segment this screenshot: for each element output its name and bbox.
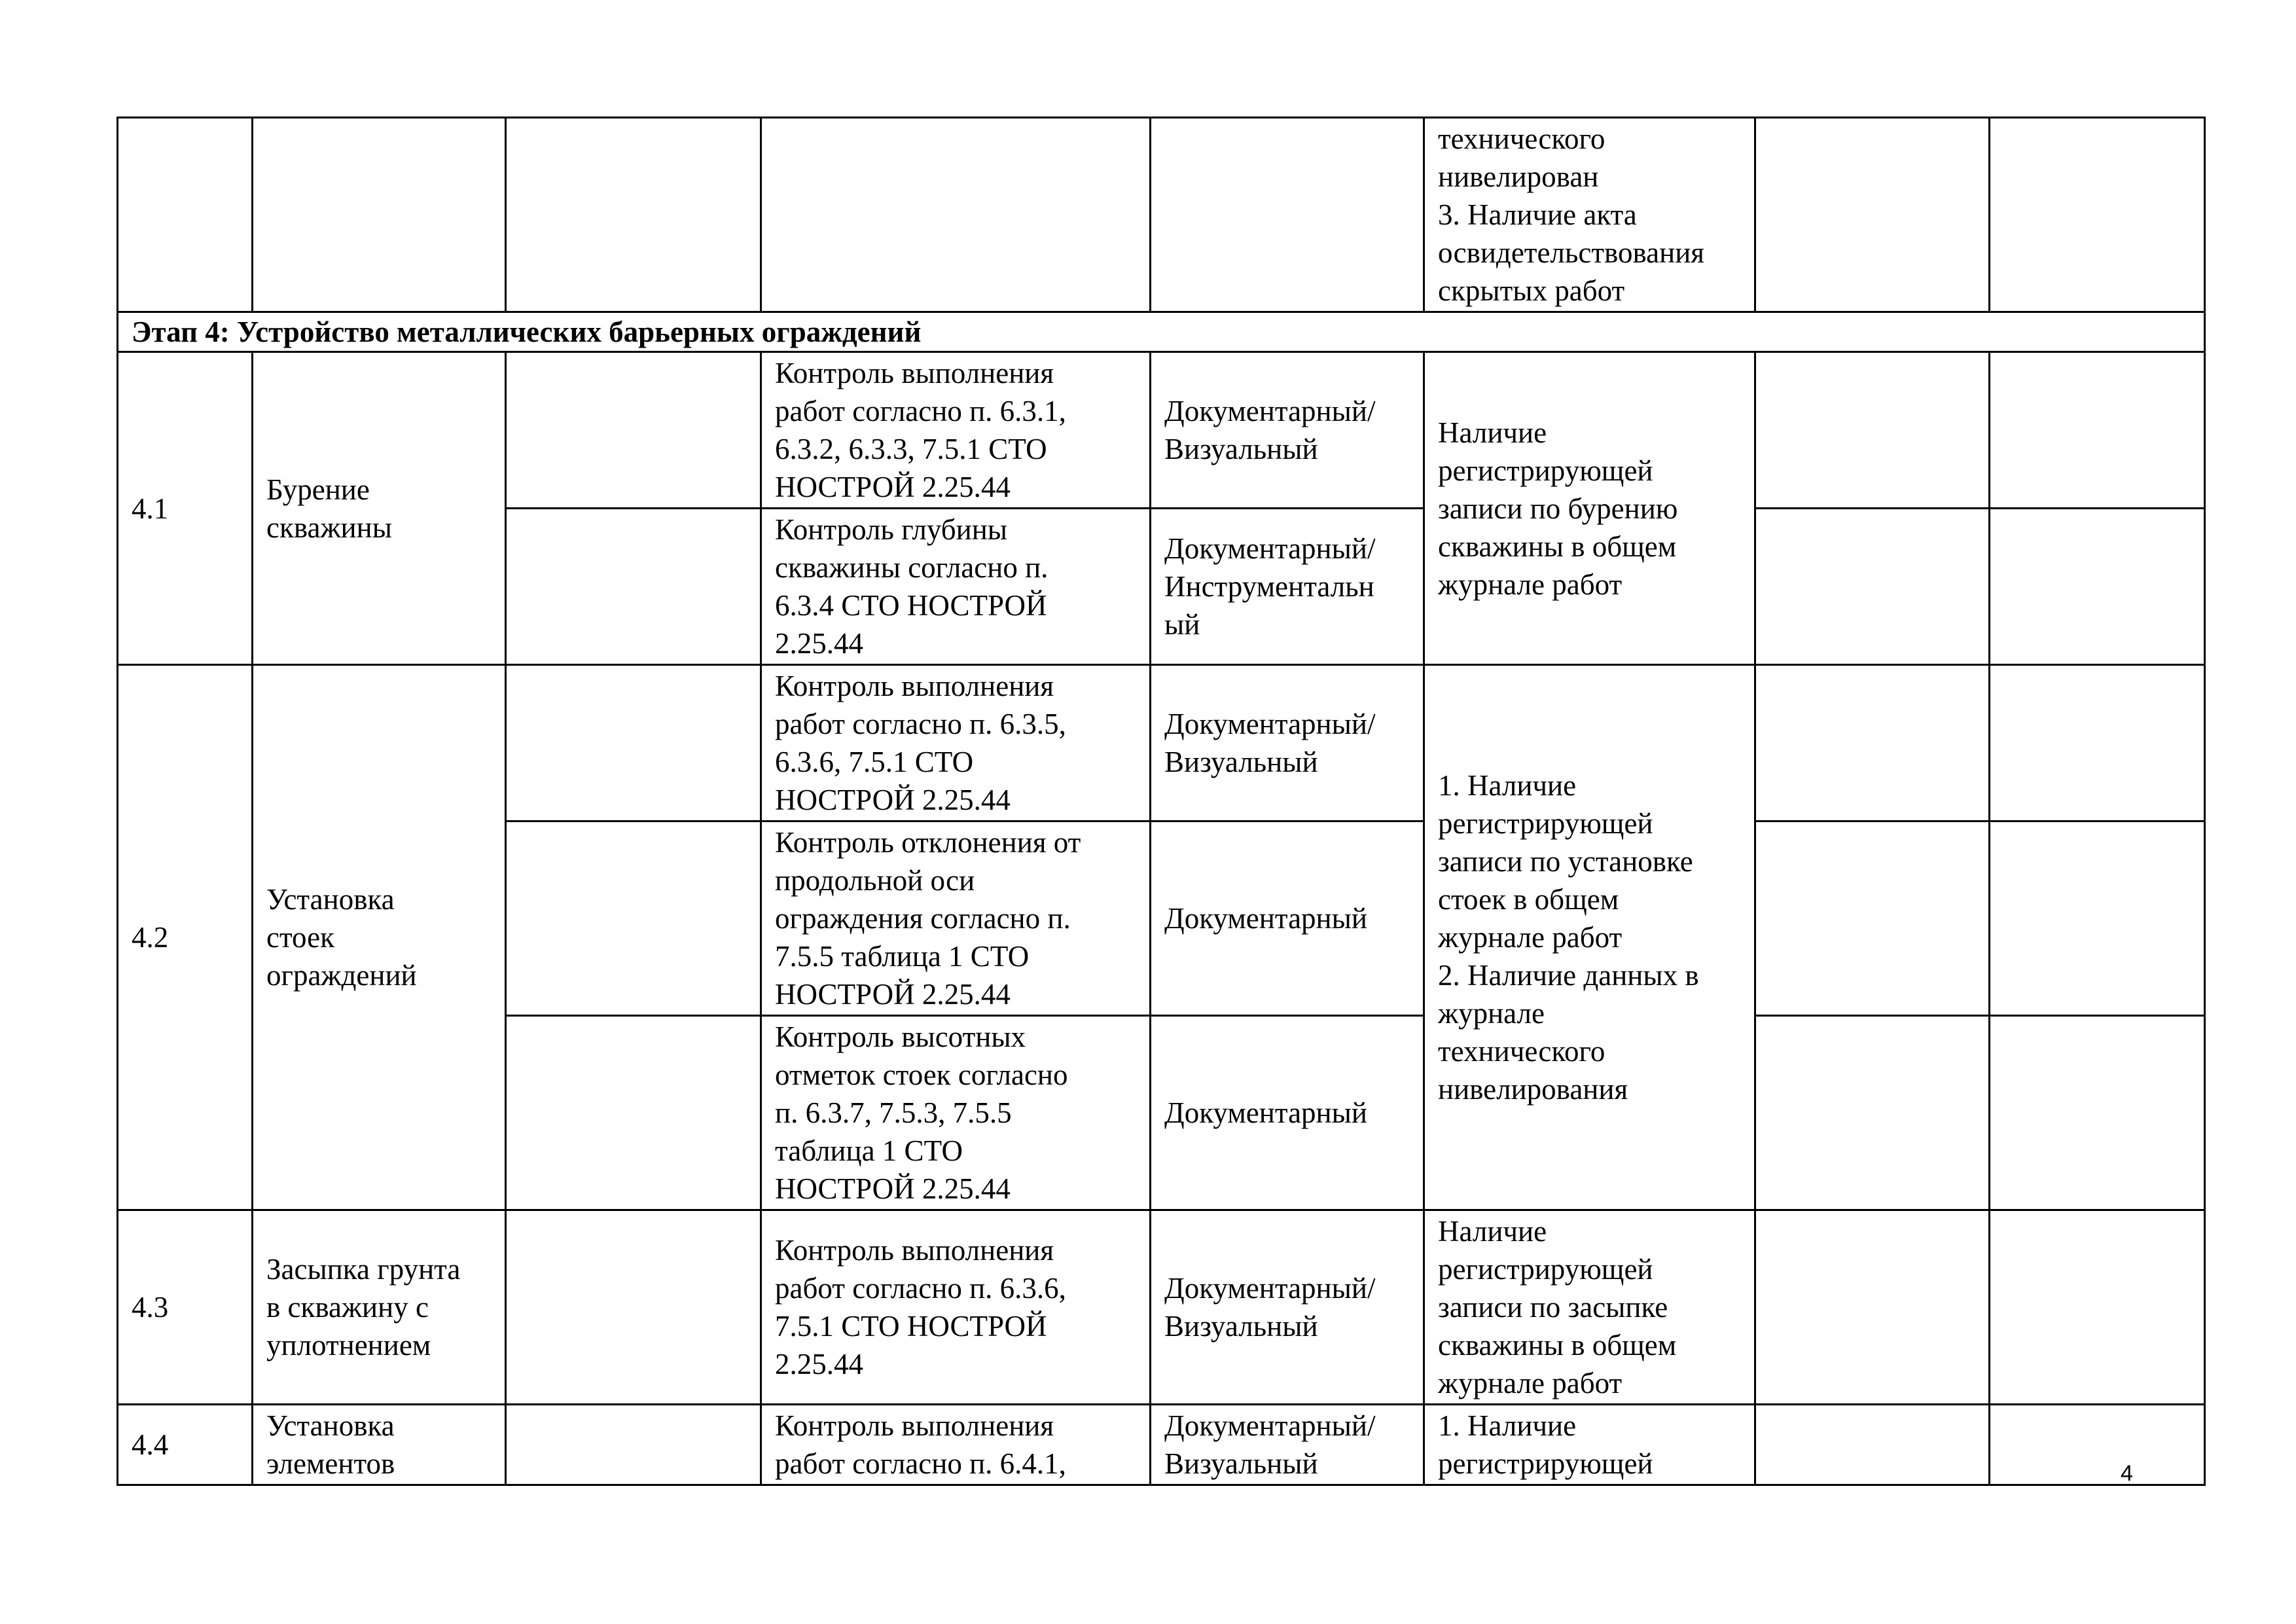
text-line: нивелирован bbox=[1438, 160, 1599, 193]
control-content bbox=[761, 1016, 1151, 1210]
text-line: нивелирования bbox=[1438, 1073, 1628, 1106]
text-line: НОСТРОЙ 2.25.44 bbox=[775, 1172, 1011, 1205]
text-line: 6.3.4 СТО НОСТРОЙ bbox=[775, 589, 1047, 622]
table-cell bbox=[1990, 821, 2205, 1016]
text-line: Бурение bbox=[266, 473, 370, 506]
text-line: Визуальный bbox=[1164, 746, 1318, 778]
text-line: уплотнением bbox=[266, 1329, 431, 1362]
control-method bbox=[1151, 665, 1424, 821]
text-line: скважины согласно п. bbox=[775, 551, 1049, 584]
text-line: журнале работ bbox=[1438, 1367, 1623, 1399]
result-cell bbox=[1424, 1405, 1755, 1485]
table-cell bbox=[1990, 1210, 2205, 1405]
text-line: продольной оси bbox=[775, 864, 975, 897]
table-cell bbox=[1755, 352, 1990, 509]
table-cell bbox=[1990, 665, 2205, 821]
text-line: Визуальный bbox=[1164, 1310, 1318, 1343]
text-line: 2.25.44 bbox=[775, 627, 863, 660]
control-method bbox=[1151, 821, 1424, 1016]
table-row bbox=[118, 1405, 2205, 1485]
item-number: 4.2 bbox=[118, 665, 253, 1210]
stage-header-row bbox=[118, 312, 2205, 352]
item-number: 4.1 bbox=[118, 352, 253, 665]
text-line: стоек в общем bbox=[1438, 883, 1619, 916]
table-cell bbox=[506, 352, 761, 509]
table-row bbox=[118, 352, 2205, 509]
text-line: 7.5.5 таблица 1 СТО bbox=[775, 940, 1030, 973]
table-cell bbox=[1151, 118, 1424, 312]
text-line: п. 6.3.7, 7.5.3, 7.5.5 bbox=[775, 1096, 1012, 1129]
control-method bbox=[1151, 352, 1424, 509]
item-number: 4.4 bbox=[118, 1405, 253, 1485]
text-line: Контроль выполнения bbox=[775, 1234, 1054, 1267]
text-line: 2. Наличие данных в bbox=[1438, 959, 1699, 992]
text-line: записи по бурению bbox=[1438, 492, 1678, 525]
table-cell bbox=[1990, 509, 2205, 665]
text-line: 6.3.2, 6.3.3, 7.5.1 СТО bbox=[775, 433, 1047, 465]
text-line: Контроль выполнения bbox=[775, 670, 1054, 702]
control-content bbox=[761, 352, 1151, 509]
text-line: Документарный bbox=[1164, 1096, 1367, 1129]
text-line: журнале bbox=[1438, 997, 1545, 1030]
text-line: элементов bbox=[266, 1447, 395, 1480]
table-cell bbox=[1990, 118, 2205, 312]
text-line: журнале работ bbox=[1438, 568, 1623, 601]
text-line: работ согласно п. 6.4.1, bbox=[775, 1447, 1066, 1480]
text-line: ограждений bbox=[266, 959, 417, 992]
text-line: записи по установке bbox=[1438, 845, 1693, 878]
text-line: Наличие bbox=[1438, 416, 1547, 449]
table-cell bbox=[1755, 821, 1990, 1016]
result-cell bbox=[1424, 1210, 1755, 1405]
table-cell bbox=[1990, 1405, 2205, 1485]
table-cell bbox=[1755, 118, 1990, 312]
control-table-page bbox=[117, 117, 2204, 1480]
table-row bbox=[118, 665, 2205, 821]
text-line: 7.5.1 СТО НОСТРОЙ bbox=[775, 1310, 1047, 1343]
text-line: НОСТРОЙ 2.25.44 bbox=[775, 978, 1011, 1011]
text-line: ый bbox=[1164, 608, 1200, 641]
text-line: Документарный/ bbox=[1164, 395, 1376, 427]
text-line: технического bbox=[1438, 1035, 1605, 1068]
text-line: 2.25.44 bbox=[775, 1348, 863, 1380]
text-line: Документарный/ bbox=[1164, 1272, 1376, 1305]
control-method bbox=[1151, 1405, 1424, 1485]
text-line: Документарный bbox=[1164, 902, 1367, 935]
text-line: работ согласно п. 6.3.6, bbox=[775, 1272, 1066, 1305]
table-cell bbox=[1990, 1016, 2205, 1210]
text-line: журнале работ bbox=[1438, 921, 1623, 954]
quality-control-table bbox=[117, 117, 2206, 1486]
item-number: 4.3 bbox=[118, 1210, 253, 1405]
text-line: скважины в общем bbox=[1438, 530, 1677, 563]
text-line: работ согласно п. 6.3.1, bbox=[775, 395, 1066, 427]
text-line: Контроль глубины bbox=[775, 513, 1008, 546]
text-line: Контроль высотных bbox=[775, 1020, 1026, 1053]
text-line: работ согласно п. 6.3.5, bbox=[775, 708, 1066, 740]
text-line: Документарный/ bbox=[1164, 708, 1376, 740]
text-line: Наличие bbox=[1438, 1215, 1547, 1248]
text-line: Инструментальн bbox=[1164, 570, 1374, 603]
table-cell bbox=[1990, 352, 2205, 509]
text-line: 1. Наличие bbox=[1438, 769, 1577, 802]
text-line: Документарный/ bbox=[1164, 1409, 1376, 1442]
table-cell bbox=[118, 118, 253, 312]
result-cell bbox=[1424, 352, 1755, 665]
text-line: Визуальный bbox=[1164, 433, 1318, 465]
table-cell bbox=[506, 509, 761, 665]
control-content bbox=[761, 821, 1151, 1016]
table-cell bbox=[506, 1016, 761, 1210]
text-line: НОСТРОЙ 2.25.44 bbox=[775, 471, 1011, 503]
table-cell bbox=[253, 118, 506, 312]
text-line: скважины bbox=[266, 511, 392, 544]
table-cell bbox=[1755, 509, 1990, 665]
text-line: 3. Наличие акта bbox=[1438, 198, 1637, 231]
text-line: Установка bbox=[266, 1409, 395, 1442]
text-line: освидетельствования bbox=[1438, 236, 1704, 269]
text-line: таблица 1 СТО bbox=[775, 1134, 963, 1167]
text-line: скважины в общем bbox=[1438, 1329, 1677, 1362]
text-line: 1. Наличие bbox=[1438, 1409, 1577, 1442]
table-row bbox=[118, 1210, 2205, 1405]
text-line: Контроль отклонения от bbox=[775, 826, 1081, 859]
operation-name bbox=[253, 1210, 506, 1405]
control-content bbox=[761, 1405, 1151, 1485]
table-cell bbox=[506, 1210, 761, 1405]
text-line: 6.3.6, 7.5.1 СТО bbox=[775, 746, 974, 778]
control-method bbox=[1151, 509, 1424, 665]
text-line: записи по засыпке bbox=[1438, 1291, 1668, 1324]
control-content bbox=[761, 665, 1151, 821]
table-cell bbox=[506, 1405, 761, 1485]
operation-name bbox=[253, 1405, 506, 1485]
page-number: 4 bbox=[2121, 1461, 2133, 1486]
result-cell bbox=[1424, 665, 1755, 1210]
text-line: стоек bbox=[266, 921, 334, 954]
text-line: ограждения согласно п. bbox=[775, 902, 1071, 935]
table-cell bbox=[506, 665, 761, 821]
text-line: Контроль выполнения bbox=[775, 357, 1054, 389]
control-content bbox=[761, 509, 1151, 665]
text-line: Засыпка грунта bbox=[266, 1253, 461, 1286]
table-cell bbox=[761, 118, 1151, 312]
text-line: регистрирующей bbox=[1438, 1447, 1653, 1480]
operation-name bbox=[253, 665, 506, 1210]
text-line: Документарный/ bbox=[1164, 532, 1376, 565]
control-content bbox=[761, 1210, 1151, 1405]
text-line: отметок стоек согласно bbox=[775, 1058, 1068, 1091]
table-cell bbox=[1755, 1210, 1990, 1405]
control-method bbox=[1151, 1016, 1424, 1210]
text-line: регистрирующей bbox=[1438, 454, 1653, 487]
text-line: Визуальный bbox=[1164, 1447, 1318, 1480]
result-cell bbox=[1424, 118, 1755, 312]
table-cell bbox=[1755, 1016, 1990, 1210]
table-cell bbox=[1755, 665, 1990, 821]
text-line: регистрирующей bbox=[1438, 1253, 1653, 1286]
text-line: скрытых работ bbox=[1438, 274, 1625, 307]
text-line: Контроль выполнения bbox=[775, 1409, 1054, 1442]
control-method bbox=[1151, 1210, 1424, 1405]
table-cell bbox=[1755, 1405, 1990, 1485]
stage-title: Этап 4: Устройство металлических барьерных ограждений bbox=[118, 312, 2205, 352]
table-row bbox=[118, 118, 2205, 312]
operation-name bbox=[253, 352, 506, 665]
table-cell bbox=[506, 118, 761, 312]
table-cell bbox=[506, 821, 761, 1016]
text-line: технического bbox=[1438, 122, 1605, 155]
text-line: НОСТРОЙ 2.25.44 bbox=[775, 784, 1011, 816]
text-line: регистрирующей bbox=[1438, 807, 1653, 840]
text-line: Установка bbox=[266, 883, 395, 916]
text-line: в скважину с bbox=[266, 1291, 429, 1324]
